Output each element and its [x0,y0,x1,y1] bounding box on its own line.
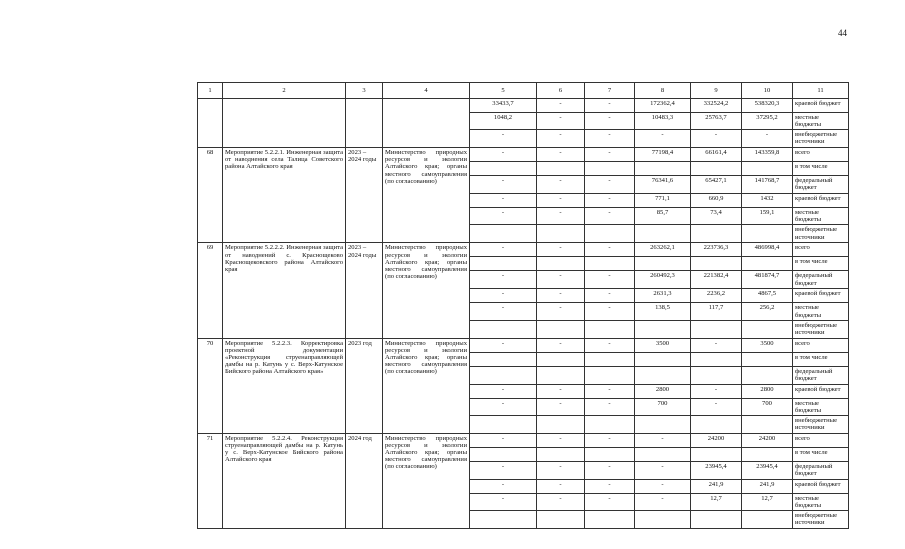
funding-source-cell: местные бюджеты [793,398,849,415]
amount-cell [537,415,585,433]
amount-cell: - [470,176,537,194]
amount-cell: 3500 [635,338,691,352]
funding-source-cell: всего [793,338,849,352]
amount-cell [537,352,585,366]
funding-source-cell: местные бюджеты [793,303,849,320]
amount-cell: - [537,208,585,225]
amount-cell [691,366,742,384]
amount-cell [537,320,585,338]
amount-cell: - [585,398,635,415]
amount-cell: - [585,99,635,113]
amount-cell [742,352,793,366]
amount-cell [470,447,537,461]
page-number: 44 [838,28,847,38]
funding-source-cell: в том числе [793,257,849,271]
amount-cell [742,320,793,338]
header-row [198,83,849,99]
amount-cell: - [537,176,585,194]
amount-cell: 12,7 [742,493,793,510]
funding-source-cell: в том числе [793,162,849,176]
amount-cell: 141768,7 [742,176,793,194]
funding-source-cell: внебюджетные источники [793,225,849,243]
header-cell: 7 [585,83,635,99]
amount-cell [691,415,742,433]
amount-cell: - [691,398,742,415]
amount-cell: - [470,479,537,493]
header-cell: 2 [223,83,346,99]
amount-cell: - [537,99,585,113]
funding-source-cell: внебюджетные источники [793,320,849,338]
amount-cell: - [585,493,635,510]
amount-cell: 159,1 [742,208,793,225]
amount-cell [585,415,635,433]
amount-cell: - [585,148,635,162]
measure-period: 2023 – 2024 годы [346,243,383,338]
header-cell: 1 [198,83,223,99]
amount-cell [691,447,742,461]
amount-cell: - [537,289,585,303]
amount-cell [742,447,793,461]
header-cell: 10 [742,83,793,99]
amount-cell: - [537,194,585,208]
amount-cell: - [635,479,691,493]
amount-cell [585,352,635,366]
amount-cell: - [470,493,537,510]
amount-cell [691,257,742,271]
amount-cell: 241,9 [742,479,793,493]
funding-source-cell: федеральный бюджет [793,271,849,289]
table-row [198,433,849,447]
measure-period: 2023 – 2024 годы [346,148,383,243]
amount-cell: 65427,1 [691,176,742,194]
funding-source-cell: всего [793,243,849,257]
funding-source-cell: местные бюджеты [793,208,849,225]
amount-cell: 117,7 [691,303,742,320]
amount-cell [585,257,635,271]
amount-cell: - [537,461,585,479]
amount-cell [635,415,691,433]
header-cell: 3 [346,83,383,99]
amount-cell [635,225,691,243]
amount-cell: - [537,148,585,162]
amount-cell [742,366,793,384]
period-cell [346,99,383,148]
amount-cell [742,162,793,176]
amount-cell: - [470,461,537,479]
measure-name: Мероприятие 5.2.2.2. Инженерная защита от наводнений с. Краснощеково Краснощековского района Алтайского края [223,243,346,338]
funding-source-cell: местные бюджеты [793,493,849,510]
amount-cell: - [635,433,691,447]
amount-cell: - [585,384,635,398]
measure-number: 69 [198,243,223,338]
header-cell: 6 [537,83,585,99]
amount-cell: 260492,3 [635,271,691,289]
amount-cell [585,366,635,384]
amount-cell: - [585,208,635,225]
amount-cell: - [585,461,635,479]
amount-cell: 660,9 [691,194,742,208]
amount-cell: 241,9 [691,479,742,493]
measure-period: 2023 год [346,338,383,433]
measure-name: Мероприятие 5.2.2.3. Корректировка проектной документации «Реконструкция струенаправляющей дамбы на р. Катунь у с. Верх-Катунское Бийского района Алтайского края» [223,338,346,433]
executor-cell [383,99,470,148]
amount-cell: - [537,479,585,493]
amount-cell: - [635,493,691,510]
amount-cell: - [585,130,635,148]
amount-cell [470,415,537,433]
amount-cell: 2236,2 [691,289,742,303]
amount-cell [470,225,537,243]
amount-cell [742,415,793,433]
funding-source-cell: федеральный бюджет [793,366,849,384]
amount-cell [742,257,793,271]
amount-cell: 223736,3 [691,243,742,257]
amount-cell [691,225,742,243]
table-row [198,99,849,113]
amount-cell: - [537,303,585,320]
amount-cell [635,320,691,338]
funding-source-cell: внебюджетные источники [793,511,849,529]
amount-cell: 172362,4 [635,99,691,113]
amount-cell: 263262,1 [635,243,691,257]
amount-cell: 138,5 [635,303,691,320]
amount-cell: 700 [635,398,691,415]
amount-cell [635,352,691,366]
amount-cell [537,511,585,529]
funding-source-cell: федеральный бюджет [793,176,849,194]
header-cell: 8 [635,83,691,99]
amount-cell: 221382,4 [691,271,742,289]
amount-cell [585,162,635,176]
amount-cell: - [635,130,691,148]
amount-cell: - [470,338,537,352]
amount-cell: - [585,194,635,208]
funding-source-cell: краевой бюджет [793,289,849,303]
amount-cell: 85,7 [635,208,691,225]
measure-executor: Министерство природных ресурсов и экологии Алтайского края; органы местного самоуправления (по согласованию) [383,338,470,433]
funding-source-cell: всего [793,148,849,162]
amount-cell [635,447,691,461]
amount-cell: - [470,271,537,289]
amount-cell: - [537,493,585,510]
amount-cell: - [585,243,635,257]
amount-cell: 25763,7 [691,113,742,130]
measure-period: 2024 год [346,433,383,528]
measure-number: 68 [198,148,223,243]
amount-cell [691,162,742,176]
funding-source-cell: краевой бюджет [793,384,849,398]
amount-cell [537,447,585,461]
funding-source-cell: краевой бюджет [793,194,849,208]
amount-cell [470,320,537,338]
amount-cell [470,162,537,176]
amount-cell: - [537,433,585,447]
amount-cell: - [537,338,585,352]
amount-cell: 256,2 [742,303,793,320]
amount-cell: - [537,384,585,398]
header-cell: 4 [383,83,470,99]
amount-cell [585,320,635,338]
funding-source-cell: краевой бюджет [793,99,849,113]
amount-cell: - [470,303,537,320]
amount-cell: - [585,303,635,320]
amount-cell: - [585,176,635,194]
amount-cell: - [585,338,635,352]
amount-cell: 2631,3 [635,289,691,303]
amount-cell: 76341,6 [635,176,691,194]
table-row [198,243,849,257]
measure-name: Мероприятие 5.2.2.4. Реконструкция струенаправляющей дамбы на р. Катунь у с. Верх-Катунское Бийского района Алтайского края [223,433,346,528]
amount-cell [635,162,691,176]
amount-cell: 700 [742,398,793,415]
amount-cell: 66161,4 [691,148,742,162]
amount-cell: - [470,130,537,148]
amount-cell [742,225,793,243]
amount-cell [585,225,635,243]
table-row [198,338,849,352]
amount-cell: 1048,2 [470,113,537,130]
amount-cell: - [470,398,537,415]
measure-number: 70 [198,338,223,433]
header-cell: 5 [470,83,537,99]
amount-cell [470,257,537,271]
funding-source-cell: местные бюджеты [793,113,849,130]
name-cell [223,99,346,148]
amount-cell: 24200 [691,433,742,447]
amount-cell: 23945,4 [742,461,793,479]
amount-cell [470,366,537,384]
funding-source-cell: в том числе [793,352,849,366]
amount-cell: - [470,148,537,162]
measure-number: 71 [198,433,223,528]
amount-cell: 77198,4 [635,148,691,162]
amount-cell: - [585,433,635,447]
funding-source-cell: федеральный бюджет [793,461,849,479]
amount-cell [691,320,742,338]
amount-cell: - [635,461,691,479]
amount-cell: - [585,271,635,289]
amount-cell: 1432 [742,194,793,208]
amount-cell: 73,4 [691,208,742,225]
amount-cell: - [585,289,635,303]
amount-cell: 481874,7 [742,271,793,289]
measure-executor: Министерство природных ресурсов и экологии Алтайского края; органы местного самоуправления (по согласованию) [383,243,470,338]
amount-cell: 23945,4 [691,461,742,479]
amount-cell: 3500 [742,338,793,352]
amount-cell: - [470,384,537,398]
amount-cell [537,366,585,384]
amount-cell: 2800 [635,384,691,398]
amount-cell: - [742,130,793,148]
amount-cell: - [470,433,537,447]
amount-cell [691,511,742,529]
amount-cell [691,352,742,366]
amount-cell: 24200 [742,433,793,447]
amount-cell [537,257,585,271]
funding-source-cell: всего [793,433,849,447]
amount-cell: 771,1 [635,194,691,208]
amount-cell [742,511,793,529]
amount-cell: 10483,3 [635,113,691,130]
amount-cell: 538320,3 [742,99,793,113]
amount-cell: 33433,7 [470,99,537,113]
amount-cell [537,225,585,243]
amount-cell: - [585,479,635,493]
amount-cell [635,366,691,384]
amount-cell: - [537,113,585,130]
num-cell [198,99,223,148]
amount-cell [635,257,691,271]
amount-cell: - [537,130,585,148]
header-cell: 9 [691,83,742,99]
amount-cell: - [691,130,742,148]
table-row [198,148,849,162]
amount-cell: - [470,208,537,225]
amount-cell: 2800 [742,384,793,398]
measure-name: Мероприятие 5.2.2.1. Инженерная защита от наводнения села Талица Советского района Алтайского края [223,148,346,243]
amount-cell: - [691,338,742,352]
budget-table [197,82,849,529]
amount-cell: 12,7 [691,493,742,510]
amount-cell: 486998,4 [742,243,793,257]
amount-cell [585,447,635,461]
amount-cell: - [585,113,635,130]
amount-cell: - [537,243,585,257]
amount-cell: - [537,271,585,289]
header-cell: 11 [793,83,849,99]
amount-cell [470,352,537,366]
amount-cell [585,511,635,529]
table-body [198,83,849,529]
amount-cell [470,511,537,529]
amount-cell: 4867,5 [742,289,793,303]
amount-cell: - [691,384,742,398]
amount-cell: 143359,8 [742,148,793,162]
funding-source-cell: в том числе [793,447,849,461]
amount-cell: 37295,2 [742,113,793,130]
measure-executor: Министерство природных ресурсов и экологии Алтайского края; органы местного самоуправления (по согласованию) [383,433,470,528]
measure-executor: Министерство природных ресурсов и экологии Алтайского края; органы местного самоуправления (по согласованию) [383,148,470,243]
amount-cell: - [470,194,537,208]
funding-source-cell: внебюджетные источники [793,415,849,433]
amount-cell [537,162,585,176]
amount-cell: - [470,243,537,257]
amount-cell [635,511,691,529]
amount-cell: - [537,398,585,415]
funding-source-cell: краевой бюджет [793,479,849,493]
amount-cell: 332524,2 [691,99,742,113]
funding-source-cell: внебюджетные источники [793,130,849,148]
amount-cell: - [470,289,537,303]
